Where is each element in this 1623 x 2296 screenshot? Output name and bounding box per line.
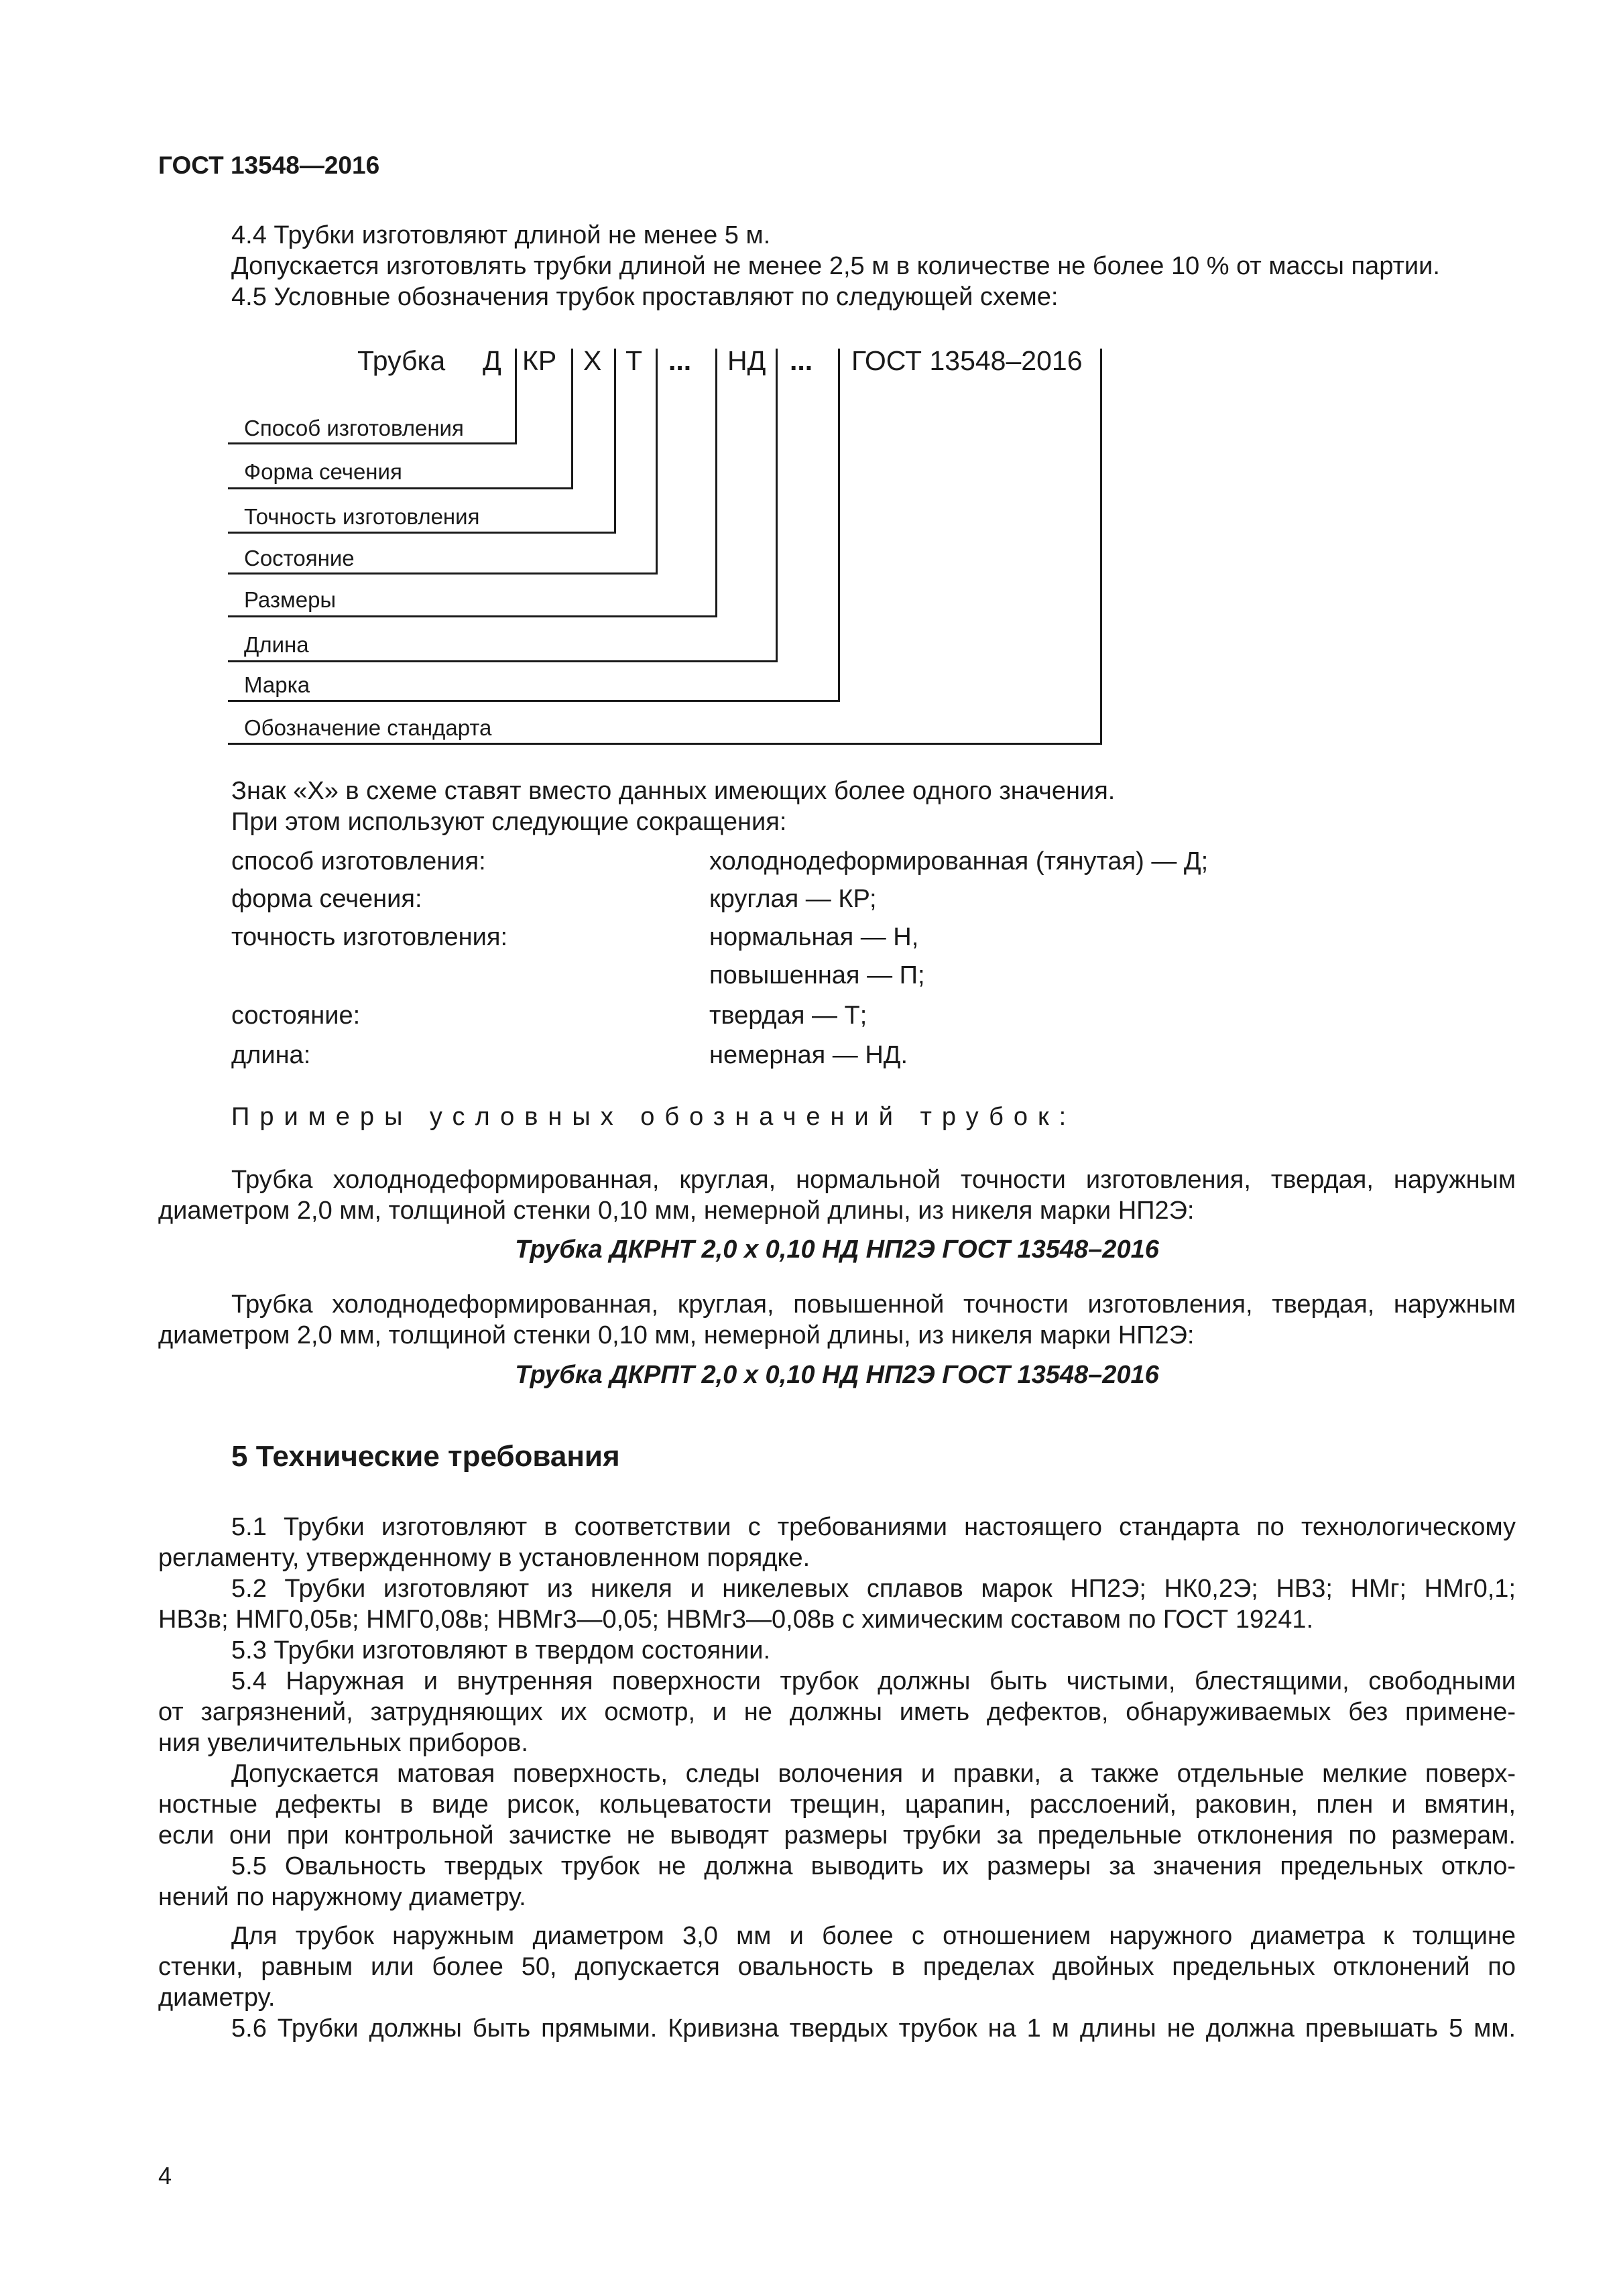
- scheme-vline-6: [776, 349, 778, 662]
- scheme-label-standard: Обозначение стандарта: [244, 715, 492, 740]
- scheme-hline-1: [228, 442, 517, 444]
- scheme-code-nd: НД: [727, 345, 766, 376]
- paragraph-5-2-line-1: 5.2 Трубки изготовляют из никеля и никелевых сплавов марок НП2Э; НК0,2Э; НВ3; НМг; НМг0,1;: [231, 1575, 1516, 1603]
- paragraph-5-4-line-2: от загрязнений, затрудняющих их осмотр, и не должны иметь дефектов, обнаруживаемых без примене-: [158, 1698, 1516, 1726]
- paragraph-5-5-line-1: 5.5 Овальность твердых трубок не должна выводить их размеры за значения предельных откло-: [231, 1852, 1516, 1880]
- paragraph-5-5b-line-1: Для трубок наружным диаметром 3,0 мм и более с отношением наружного диаметра к толщине: [231, 1922, 1516, 1950]
- paragraph-5-5b-line-3: диаметру.: [158, 1984, 276, 2012]
- standard-header: ГОСТ 13548—2016: [158, 152, 380, 179]
- scheme-label-condition: Состояние: [244, 546, 355, 570]
- scheme-vline-1: [515, 349, 517, 444]
- scheme-vline-7: [838, 349, 840, 701]
- paragraph-5-4b-line-3: если они при контрольной зачистке не выводят размеры трубки за предельные отклонения по размерам.: [158, 1821, 1516, 1850]
- scheme-hline-7: [228, 700, 840, 702]
- example-2-line-2: диаметром 2,0 мм, толщиной стенки 0,10 мм, немерной длины, из никеля марки НП2Э:: [158, 1321, 1195, 1349]
- scheme-hline-8: [228, 743, 1102, 745]
- scheme-hline-4: [228, 572, 658, 575]
- example-1-line-2: диаметром 2,0 мм, толщиной стенки 0,10 мм, немерной длины, из никеля марки НП2Э:: [158, 1197, 1195, 1225]
- section-5-title: 5 Технические требования: [231, 1440, 620, 1473]
- abbrev-term: состояние:: [231, 1002, 361, 1030]
- scheme-code-kr: КР: [522, 345, 557, 376]
- scheme-vline-4: [656, 349, 658, 574]
- paragraph-4-5: 4.5 Условные обозначения трубок проставляют по следующей схеме:: [231, 283, 1059, 311]
- examples-heading: Примеры условных обозначений трубок:: [231, 1103, 1077, 1131]
- paragraph-5-4-line-1: 5.4 Наружная и внутренняя поверхности трубок должны быть чистыми, блестящими, свободными: [231, 1667, 1516, 1695]
- scheme-label-shape: Форма сечения: [244, 459, 402, 484]
- scheme-note-2: При этом используют следующие сокращения:: [231, 808, 787, 836]
- abbrev-value: нормальная — Н,: [709, 923, 919, 951]
- scheme-word: Трубка: [357, 345, 446, 376]
- scheme-label-accuracy: Точность изготовления: [244, 504, 480, 529]
- abbrev-term: форма сечения:: [231, 885, 422, 913]
- scheme-note-1: Знак «Х» в схеме ставят вместо данных имеющих более одного значения.: [231, 777, 1116, 805]
- designation-scheme: [0, 0, 1623, 764]
- paragraph-5-4b-line-1: Допускается матовая поверхность, следы волочения и правки, а также отдельные мелкие поверх-: [231, 1760, 1516, 1788]
- abbrev-value: повышенная — П;: [709, 961, 925, 989]
- abbrev-term: способ изготовления:: [231, 847, 486, 875]
- example-1-line-1: Трубка холоднодеформированная, круглая, нормальной точности изготовления, твердая, наружным: [231, 1166, 1516, 1194]
- paragraph-5-6: 5.6 Трубки должны быть прямыми. Кривизна твердых трубок на 1 м длины не должна превышать 5 мм.: [231, 2014, 1516, 2043]
- paragraph-5-3: 5.3 Трубки изготовляют в твердом состоянии.: [231, 1636, 771, 1665]
- abbrev-value: немерная — НД.: [709, 1041, 908, 1069]
- scheme-vline-2: [571, 349, 573, 489]
- example-2-line-1: Трубка холоднодеформированная, круглая, повышенной точности изготовления, твердая, наружным: [231, 1290, 1516, 1319]
- example-1-designation: Трубка ДКРНТ 2,0 х 0,10 НД НП2Э ГОСТ 13548–2016: [515, 1235, 1159, 1264]
- scheme-vline-3: [614, 349, 616, 533]
- scheme-hline-5: [228, 615, 717, 617]
- abbrev-value: круглая — КР;: [709, 885, 877, 913]
- scheme-label-method: Способ изготовления: [244, 416, 464, 440]
- abbrev-value: холоднодеформированная (тянутая) — Д;: [709, 847, 1209, 875]
- paragraph-5-4b-line-2: ностные дефекты в виде рисок, кольцеватости трещин, царапин, расслоений, раковин, плен и вмятин,: [158, 1791, 1516, 1819]
- scheme-code-d: Д: [483, 345, 501, 376]
- abbrev-value: твердая — Т;: [709, 1002, 867, 1030]
- scheme-label-grade: Марка: [244, 672, 310, 697]
- scheme-hline-3: [228, 532, 616, 534]
- scheme-vline-8: [1100, 349, 1102, 744]
- scheme-dots-1: ...: [668, 345, 692, 376]
- scheme-dots-2: ...: [790, 345, 813, 376]
- scheme-code-t: Т: [625, 345, 643, 376]
- scheme-label-sizes: Размеры: [244, 587, 337, 612]
- paragraph-5-5b-line-2: стенки, равным или более 50, допускается овальность в пределах двойных предельных отклонений по: [158, 1953, 1516, 1981]
- scheme-code-gost: ГОСТ 13548–2016: [851, 345, 1083, 376]
- scheme-label-length: Длина: [244, 632, 309, 657]
- paragraph-4-4: 4.4 Трубки изготовляют длиной не менее 5 м.: [231, 221, 771, 249]
- page-number: 4: [158, 2162, 172, 2189]
- paragraph-4-4-permission: Допускается изготовлять трубки длиной не менее 2,5 м в количестве не более 10 % от массы партии.: [231, 252, 1440, 280]
- abbrev-term: точность изготовления:: [231, 923, 508, 951]
- paragraph-5-4-line-3: ния увеличительных приборов.: [158, 1729, 528, 1757]
- scheme-hline-6: [228, 660, 778, 662]
- example-2-designation: Трубка ДКРПТ 2,0 х 0,10 НД НП2Э ГОСТ 13548–2016: [515, 1361, 1159, 1389]
- scheme-vline-5: [715, 349, 717, 617]
- scheme-code-x: Х: [583, 345, 602, 376]
- paragraph-5-1-line-1: 5.1 Трубки изготовляют в соответствии с требованиями настоящего стандарта по технологическому: [231, 1513, 1516, 1541]
- paragraph-5-1-line-2: регламенту, утвержденному в установленном порядке.: [158, 1544, 810, 1572]
- scheme-hline-2: [228, 487, 573, 489]
- abbrev-term: длина:: [231, 1041, 311, 1069]
- paragraph-5-2-line-2: НВ3в; НМГ0,05в; НМГ0,08в; НВМг3—0,05; НВМг3—0,08в с химическим составом по ГОСТ 19241.: [158, 1606, 1314, 1634]
- paragraph-5-5-line-2: нений по наружному диаметру.: [158, 1883, 526, 1911]
